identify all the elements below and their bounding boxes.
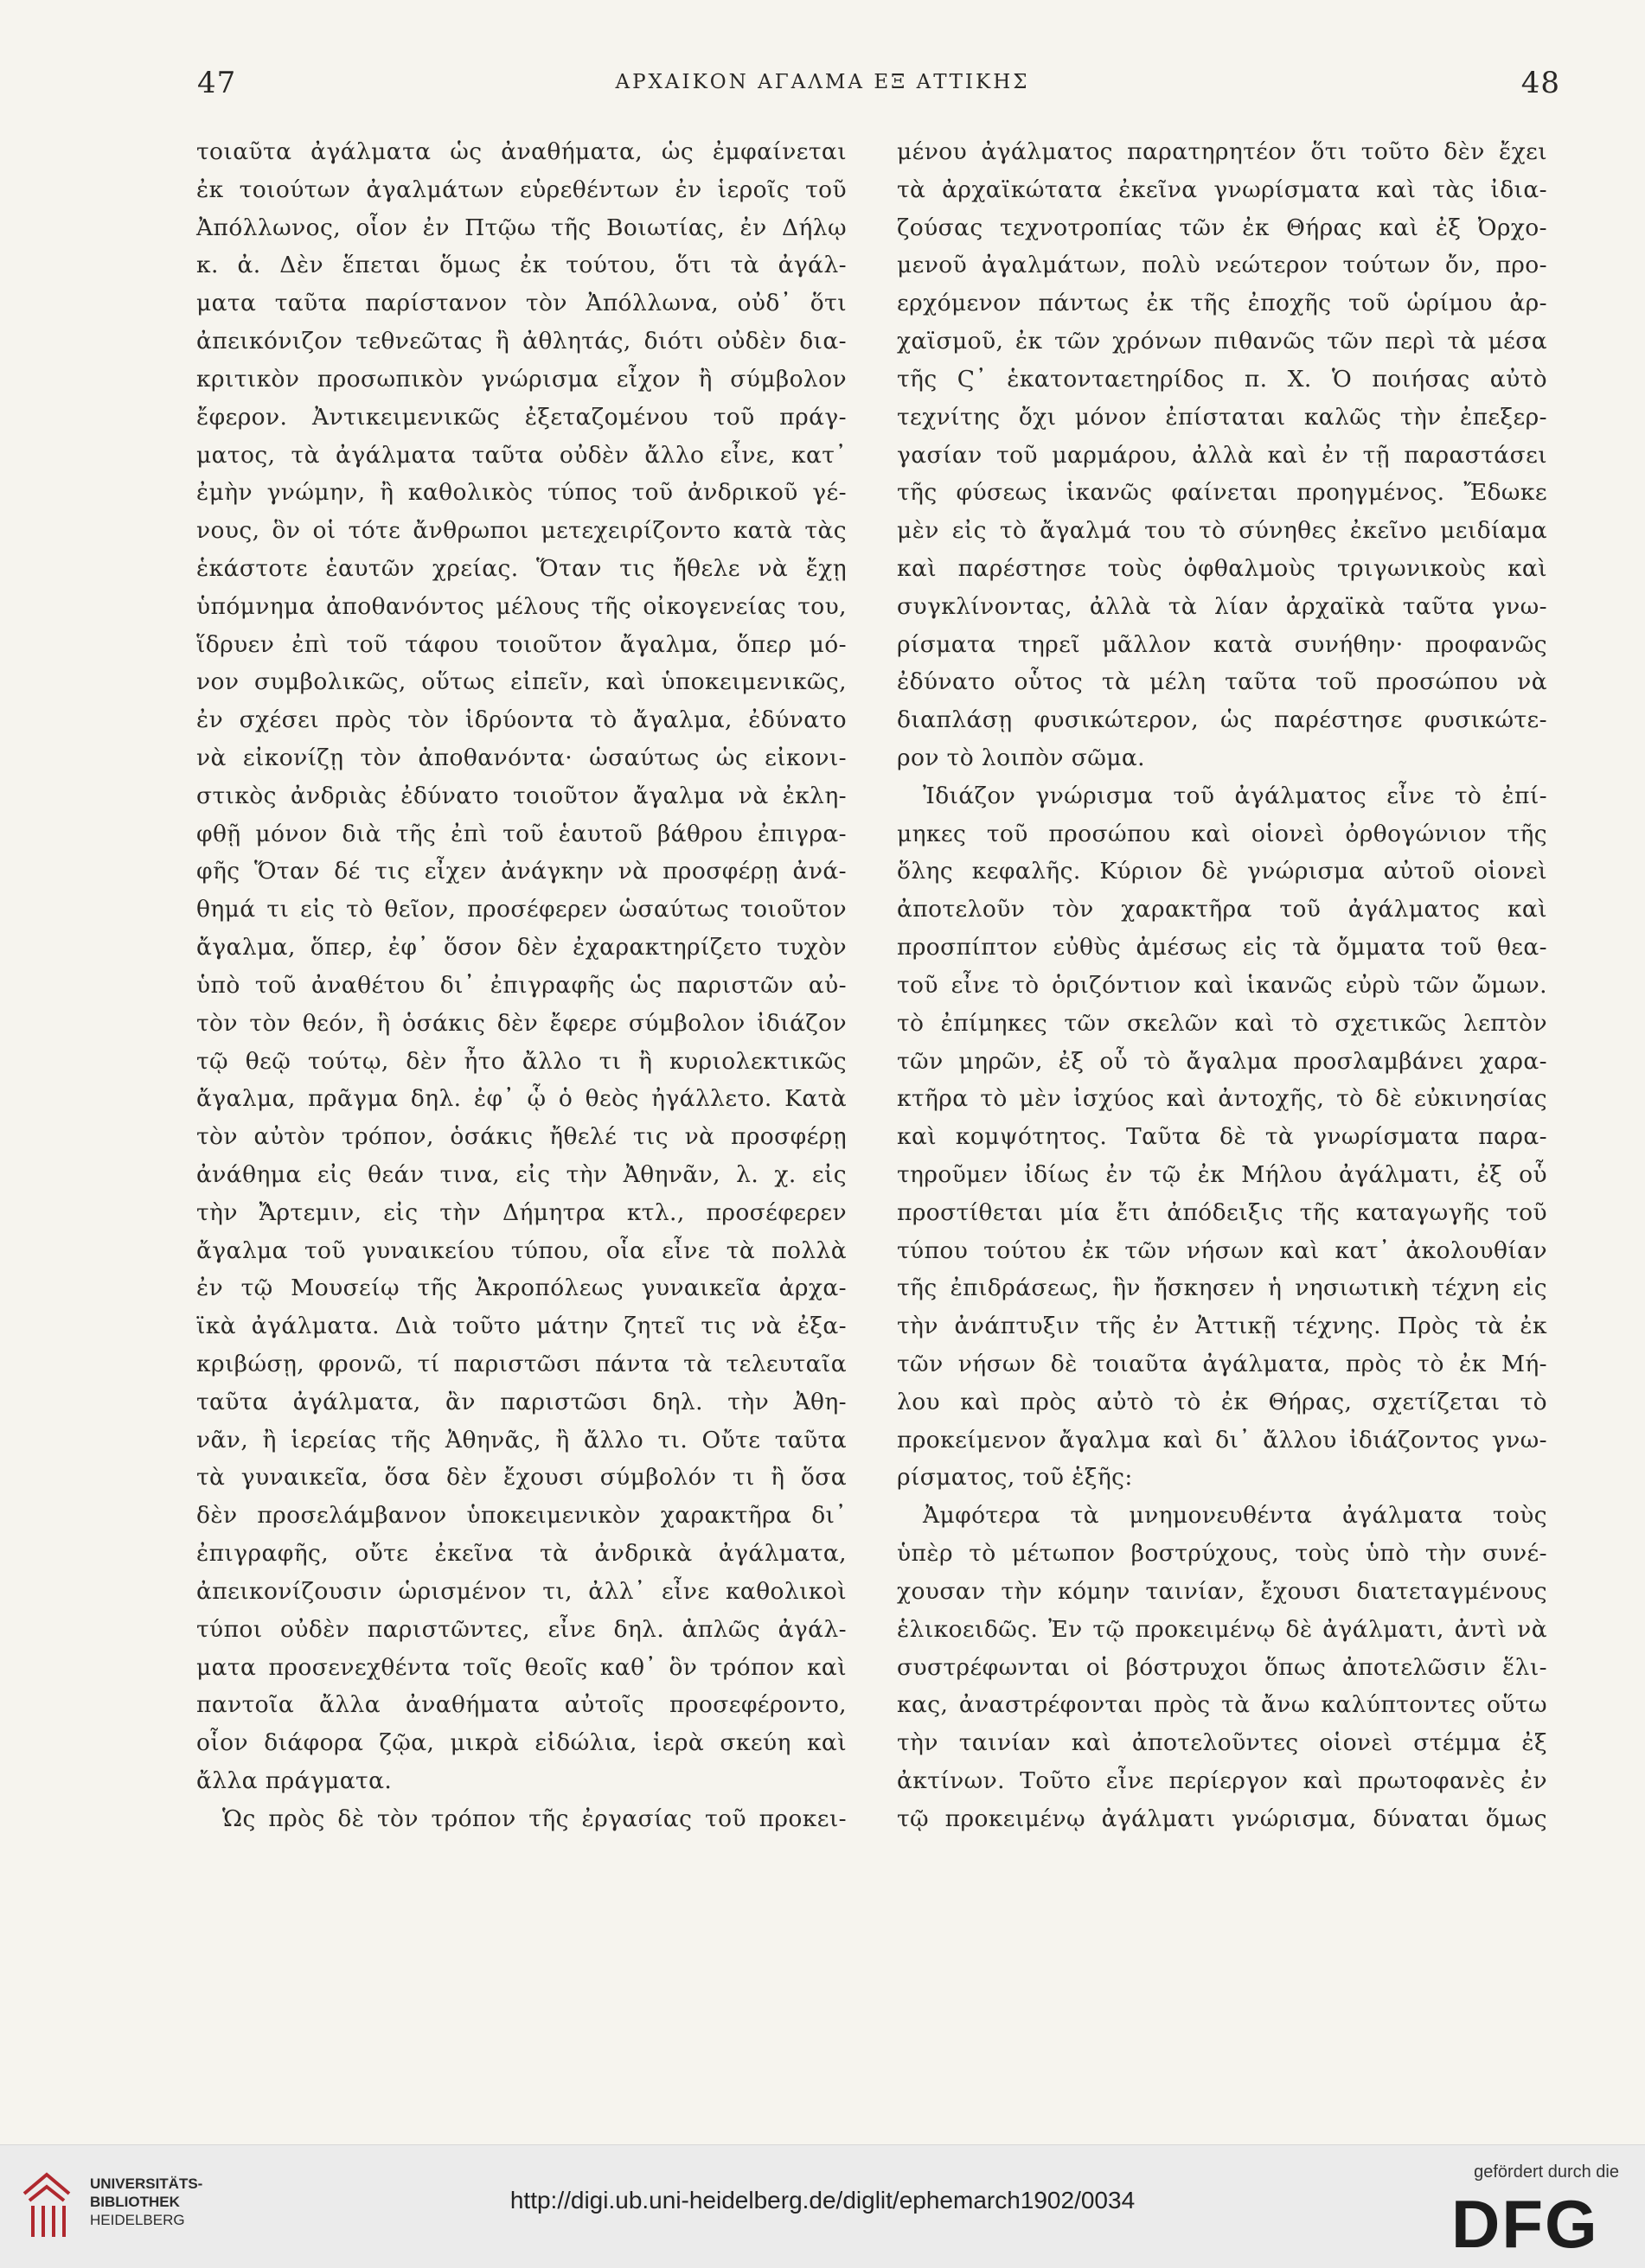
text-line: ματος, τὰ ἀγάλματα ταῦτα οὐδὲν ἄλλο εἶνε, κατ᾿	[196, 441, 847, 469]
page-number-left: 47	[197, 66, 237, 100]
text-line: Ἀμφότερα τὰ μνημονευθέντα ἀγάλματα τοὺς	[923, 1502, 1547, 1530]
running-title: ΑΡΧΑΙΚΟΝ ΑΓΑΛΜΑ ΕΞ ΑΤΤΙΚΗΣ	[615, 71, 1030, 93]
text-line: τοῦ εἶνε τὸ ὁριζόντιον καὶ ἱκανῶς εὐρὺ τῶν ὤμων.	[897, 971, 1547, 999]
text-line: συγκλίνοντας, ἀλλὰ τὰ λίαν ἀρχαϊκὰ ταῦτα γνω-	[897, 592, 1547, 620]
text-line: χουσαν τὴν κόμην ταινίαν, ἔχουσι διατεταγμένους	[897, 1577, 1547, 1605]
text-line: κριβώσῃ, φρονῶ, τί παριστῶσι πάντα τὰ τελευταῖα	[196, 1351, 847, 1377]
text-line: ἑκάστοτε ἑαυτῶν χρείας. Ὅταν τις ἤθελε νὰ ἔχῃ	[196, 554, 847, 582]
text-line: τὴν ἀνάπτυξιν τῆς ἐν Ἀττικῇ τέχνης. Πρὸς τὰ ἐκ	[897, 1313, 1547, 1340]
text-line: νον συμβολικῶς, οὕτως εἰπεῖν, καὶ ὑποκειμενικῶς,	[196, 668, 847, 696]
text-line: προκείμενον ἄγαλμα καὶ δι᾿ ἄλλου ἰδιάζοντος γνω-	[897, 1426, 1547, 1453]
text-line: τῶν νήσων δὲ τοιαῦτα ἀγάλματα, πρὸς τὸ ἐκ Μή-	[897, 1351, 1547, 1377]
text-line: τῶν μηρῶν, ἐξ οὗ τὸ ἄγαλμα προσλαμβάνει χαρα-	[897, 1047, 1547, 1075]
text-line: κ. ἀ. Δὲν ἕπεται ὅμως ἐκ τούτου, ὅτι τὰ ἀγάλ-	[196, 252, 847, 279]
library-name-line: BIBLIOTHEK	[90, 2194, 180, 2210]
text-line: προσπίπτον εὐθὺς ἀμέσως εἰς τὰ ὄμματα τοῦ θεα-	[897, 934, 1547, 962]
text-line: λου καὶ πρὸς αὐτὸ τὸ ἐκ Θήρας, σχετίζεται τὸ	[897, 1388, 1547, 1415]
text-line: ἀπεικόνιζον τεθνεῶτας ἢ ἀθλητάς, διότι οὐδὲν δια-	[196, 328, 847, 355]
text-line: ἀνάθημα εἰς θεάν τινα, εἰς τὴν Ἀθηνᾶν, λ. χ. εἰς	[196, 1160, 847, 1188]
text-line: ἄλλα πράγματα.	[196, 1766, 393, 1794]
text-line: κτῆρα τὸ μὲν ἰσχύος καὶ ἀντοχῆς, τὸ δὲ εὐκινησίας	[897, 1085, 1547, 1113]
page-number-right: 48	[1520, 66, 1560, 100]
text-line: τὰ γυναικεῖα, ὅσα δὲν ἔχουσι σύμβολόν τι ἢ ὅσα	[196, 1464, 847, 1492]
text-line: ἔφερον. Ἀντικειμενικῶς ἐξεταζομένου τοῦ πράγ-	[196, 403, 847, 431]
text-line: ρίσματος, τοῦ ἑξῆς:	[897, 1464, 1133, 1492]
text-line: δὲν προσελάμβανον ὑποκειμενικὸν χαρακτῆρα δι᾿	[196, 1502, 847, 1530]
text-line: καὶ παρέστησε τοὺς ὀφθαλμοὺς τριγωνικοὺς καὶ	[897, 554, 1547, 582]
text-line: φθῇ μόνον διὰ τῆς ἐπὶ τοῦ ἑαυτοῦ βάθρου ἐπιγρα-	[196, 820, 847, 847]
text-line: γασίαν τοῦ μαρμάρου, ἀλλὰ καὶ ἐν τῇ παραστάσει	[897, 441, 1547, 469]
text-line: στικὸς ἀνδριὰς ἐδύνατο τοιοῦτον ἄγαλμα νὰ ἐκλη-	[196, 782, 847, 809]
text-line: τηροῦμεν ἰδίως ἐν τῷ ἐκ Μήλου ἀγάλματι, ἐξ οὗ	[897, 1160, 1547, 1188]
text-line: τῷ προκειμένῳ ἀγάλματι γνώρισμα, δύναται ὅμως	[897, 1805, 1547, 1832]
text-line: ματα ταῦτα παρίστανον τὸν Ἀπόλλωνα, οὐδ᾿ ὅτι	[196, 290, 847, 317]
text-line: τὸν τὸν θεόν, ἢ ὁσάκις δὲν ἔφερε σύμβολον ἰδιάζον	[196, 1009, 847, 1037]
left-text-column	[196, 133, 847, 1838]
library-name-line: UNIVERSITÄTS-	[90, 2175, 203, 2192]
text-line: ὑπὸ τοῦ ἀναθέτου δι᾿ ἐπιγραφῆς ὡς παριστῶν αὐ-	[196, 971, 847, 999]
text-line: θημά τι εἰς τὸ θεῖον, προσέφερεν ὡσαύτως τοιοῦτον	[196, 896, 847, 923]
text-line: φῆς Ὅταν δέ τις εἶχεν ἀνάγκην νὰ προσφέρῃ ἀνά-	[196, 858, 847, 885]
text-line: ἐν τῷ Μουσείῳ τῆς Ἀκροπόλεως γυναικεῖα ἀρχα-	[196, 1275, 847, 1302]
text-line: τὸν αὐτὸν τρόπον, ὁσάκις ἤθελέ τις νὰ προσφέρῃ	[196, 1123, 847, 1151]
text-line: ζούσας τεχνοτροπίας τῶν ἐκ Θήρας καὶ ἐξ Ὀρχο-	[897, 214, 1547, 241]
text-line: ταῦτα ἀγάλματα, ἂν παριστῶσι δηλ. τὴν Ἀθη-	[196, 1388, 847, 1415]
text-line: ὑπόμνημα ἀποθανόντος μέλους τῆς οἰκογενείας του,	[196, 592, 847, 620]
text-line: μένου ἀγάλματος παρατηρητέον ὅτι τοῦτο δὲν ἔχει	[897, 138, 1547, 165]
text-line: ἀπεικονίζουσιν ὡρισμένον τι, ἀλλ᾿ εἶνε καθολικοὶ	[196, 1577, 847, 1605]
text-line: οἷον διάφορα ζῷα, μικρὰ εἰδώλια, ἱερὰ σκεύη καὶ	[196, 1729, 847, 1757]
text-line: τὴν ταινίαν καὶ ἀποτελοῦντες οἱονεὶ στέμμα ἐξ	[897, 1729, 1547, 1757]
text-line: τὰ ἀρχαϊκώτατα ἐκεῖνα γνωρίσματα καὶ τὰς ἰδια-	[897, 176, 1547, 203]
text-line: ἐν σχέσει πρὸς τὸν ἱδρύοντα τὸ ἄγαλμα, ἐδύνατο	[196, 706, 847, 734]
text-line: τῷ θεῷ τούτῳ, δὲν ἦτο ἄλλο τι ἢ κυριολεκτικῶς	[196, 1047, 847, 1075]
text-line: συστρέφωνται οἱ βόστρυχοι ὅπως ἀποτελῶσιν ἕλι-	[897, 1653, 1547, 1681]
text-line: ἵδρυεν ἐπὶ τοῦ τάφου τοιοῦτον ἄγαλμα, ὅπερ μό-	[196, 630, 847, 658]
text-line: χαϊσμοῦ, ἐκ τῶν χρόνων πιθανῶς τῶν περὶ τὰ μέσα	[897, 328, 1547, 355]
text-line: τῆς ἐπιδράσεως, ἣν ἤσκησεν ἡ νησιωτικὴ τέχνη εἰς	[897, 1275, 1547, 1302]
text-line: τῆς φύσεως ἱκανῶς φαίνεται προηγμένος. Ἔδωκε	[897, 479, 1547, 507]
library-name-line: HEIDELBERG	[90, 2212, 185, 2228]
permalink-url[interactable]: http://digi.ub.uni-heidelberg.de/diglit/ephemarch1902/0034	[509, 2187, 1136, 2214]
text-line: ἐμὴν γνώμην, ἢ καθολικὸς τύπος τοῦ ἀνδρικοῦ γέ-	[196, 479, 847, 507]
text-line: ρον τὸ λοιπὸν σῶμα.	[897, 744, 1145, 771]
right-text-column	[897, 133, 1547, 1838]
text-line: νους, ὃν οἱ τότε ἄνθρωποι μετεχειρίζοντο κατὰ τὰς	[196, 517, 847, 545]
text-line: καὶ κομψότητος. Ταῦτα δὲ τὰ γνωρίσματα παρα-	[897, 1123, 1547, 1151]
text-line: μηκες τοῦ προσώπου καὶ οἱονεὶ ὀρθογώνιον τῆς	[897, 820, 1547, 847]
text-line: νὰ εἰκονίζῃ τὸν ἀποθανόντα· ὡσαύτως ὡς εἰκονι-	[196, 744, 847, 771]
text-line: ἀκτίνων. Τοῦτο εἶνε περίεργον καὶ πρωτοφανὲς ἐν	[897, 1766, 1547, 1794]
text-line: ἄγαλμα τοῦ γυναικείου τύπου, οἷα εἶνε τὰ πολλὰ	[196, 1236, 847, 1264]
text-line: τοιαῦτα ἀγάλματα ὡς ἀναθήματα, ὡς ἐμφαίνεται	[196, 138, 847, 165]
text-line: κας, ἀναστρέφονται πρὸς τὰ ἄνω καλύπτοντες οὕτω	[897, 1691, 1547, 1719]
text-line: κριτικὸν προσωπικὸν γνώρισμα εἶχον ἢ σύμβολον	[196, 365, 847, 393]
dfg-logo-icon	[1451, 2192, 1619, 2252]
text-line: Ὡς πρὸς δὲ τὸν τρόπον τῆς ἐργασίας τοῦ προκει-	[222, 1805, 847, 1832]
text-line: ἐκ τοιούτων ἀγαλμάτων εὑρεθέντων ἐν ἱεροῖς τοῦ	[196, 176, 847, 203]
dfg-logo-text: DFG	[1451, 2192, 1599, 2252]
text-line: Ἰδιάζον γνώρισμα τοῦ ἀγάλματος εἶνε τὸ ἐπί-	[923, 782, 1547, 809]
text-line: τύπου τούτου ἐκ τῶν νήσων καὶ κατ᾿ ἀκολουθίαν	[897, 1236, 1547, 1264]
text-line: νᾶν, ἢ ἱερείας τῆς Ἀθηνᾶς, ἢ ἄλλο τι. Οὔτε ταῦτα	[196, 1426, 847, 1453]
text-line: ἄγαλμα, ὅπερ, ἐφ᾿ ὅσον δὲν ἐχαρακτηρίζετο τυχὸν	[196, 934, 847, 962]
text-line: διαπλάσῃ φυσικώτερον, ὡς παρέστησε φυσικώτε-	[897, 706, 1547, 734]
text-line: τεχνίτης ὄχι μόνον ἐπίσταται καλῶς τὴν ἐπεξερ-	[897, 403, 1547, 431]
text-line: ερχόμενον πάντως ἐκ τῆς ἐποχῆς τοῦ ὡρίμου ἀρ-	[897, 290, 1547, 317]
text-line: ἐδύνατο οὗτος τὰ μέλη ταῦτα τοῦ προσώπου νὰ	[897, 668, 1547, 696]
text-line: ἑλικοειδῶς. Ἐν τῷ προκειμένῳ δὲ ἀγάλματι, ἀντὶ νὰ	[897, 1615, 1547, 1643]
text-line: μὲν εἰς τὸ ἄγαλμά του τὸ σύνηθες ἐκεῖνο μειδίαμα	[897, 517, 1547, 545]
text-line: ἄγαλμα, πρᾶγμα δηλ. ἐφ᾿ ᾧ ὁ θεὸς ἠγάλλετο. Κατὰ	[196, 1085, 847, 1113]
running-head	[0, 66, 1645, 109]
text-line: ματα προσενεχθέντα τοῖς θεοῖς καθ᾿ ὃν τρόπον καὶ	[196, 1653, 847, 1681]
text-line: ϊκὰ ἀγάλματα. Διὰ τοῦτο μάτην ζητεῖ τις νὰ ἐξα-	[196, 1313, 847, 1340]
text-line: ὅλης κεφαλῆς. Κύριον δὲ γνώρισμα αὐτοῦ οἱονεὶ	[897, 858, 1547, 885]
text-line: τὸ ἐπίμηκες τῶν σκελῶν καὶ τὸ σχετικῶς λεπτὸν	[897, 1009, 1547, 1037]
text-line: Ἀπόλλωνος, οἷον ἐν Πτῷω τῆς Βοιωτίας, ἐν Δήλῳ	[196, 214, 847, 241]
text-line: ἐπιγραφῆς, οὔτε ἐκεῖνα τὰ ἀνδρικὰ ἀγάλματα,	[196, 1540, 847, 1568]
text-line: ρίσματα τηρεῖ μᾶλλον κατὰ συνήθην· προφανῶς	[897, 630, 1547, 658]
text-line: τύποι οὐδὲν παριστῶντες, εἶνε δηλ. ἁπλῶς ἀγάλ-	[196, 1615, 847, 1643]
text-line: τῆς Ϛ᾿ ἑκατονταετηρίδος π. Χ. Ὁ ποιήσας αὐτὸ	[897, 365, 1547, 393]
text-line: παντοῖα ἄλλα ἀναθήματα αὐτοῖς προσεφέροντο,	[196, 1691, 847, 1719]
text-line: προστίθεται μία ἔτι ἀπόδειξις τῆς καταγωγῆς τοῦ	[897, 1198, 1547, 1226]
text-line: τὴν Ἄρτεμιν, εἰς τὴν Δήμητρα κτλ., προσέφερεν	[196, 1198, 847, 1226]
text-line: μενοῦ ἀγαλμάτων, πολὺ νεώτερον τούτων ὄν, προ-	[897, 252, 1547, 279]
footer-bar	[0, 2144, 1645, 2268]
funding-caption: gefördert durch die	[1474, 2163, 1619, 2182]
text-line: ὑπὲρ τὸ μέτωπον βοστρύχους, τοὺς ὑπὸ τὴν συνέ-	[897, 1540, 1547, 1568]
text-line: ἀποτελοῦν τὸν χαρακτῆρα τοῦ ἀγάλματος καὶ	[897, 896, 1547, 923]
